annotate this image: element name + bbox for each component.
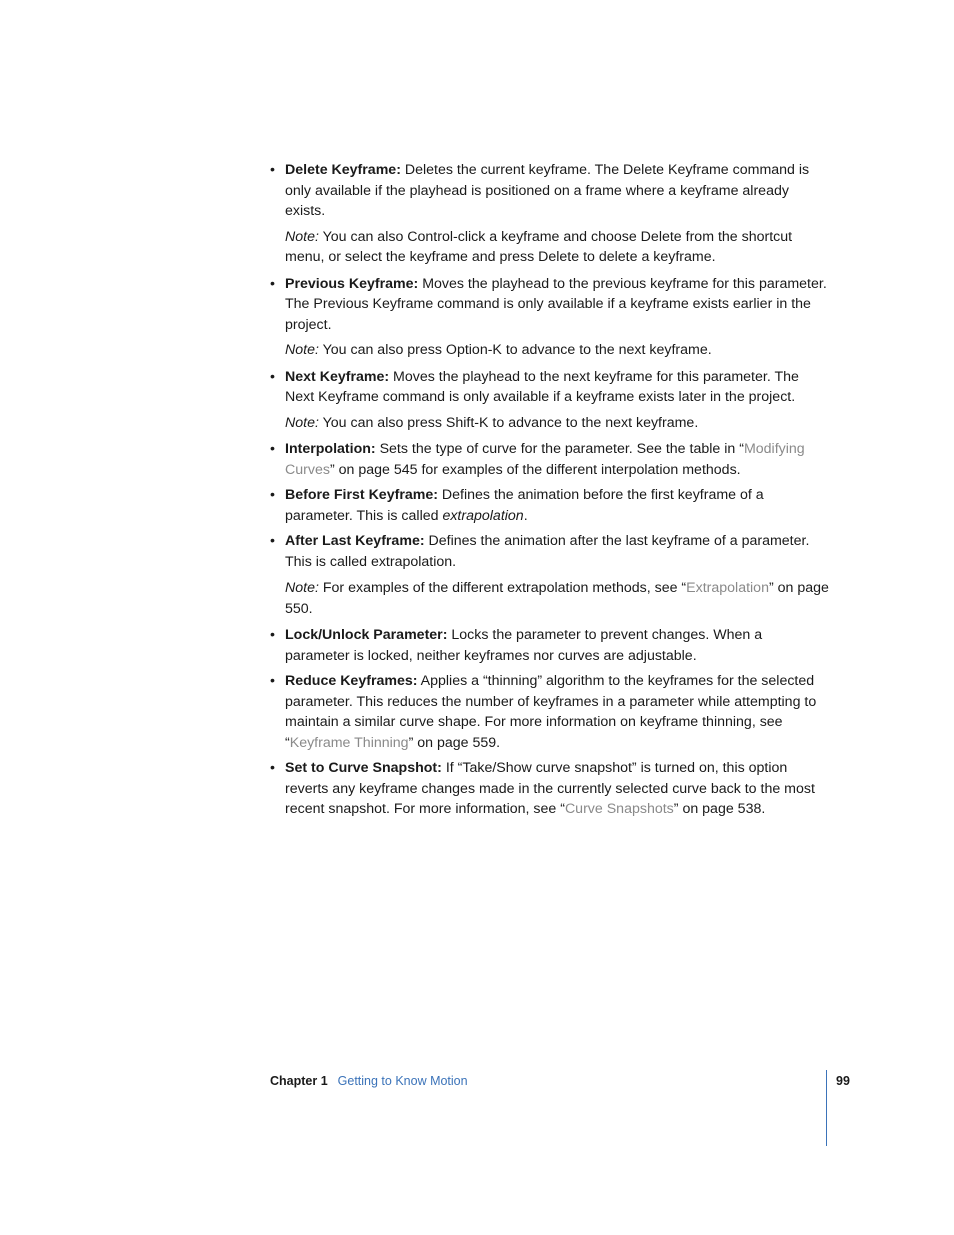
description: Applies a “thinning” algorithm to the keyframes for the selected parameter. This reduces the number of keyframes in a parameter while attempting to maintain a similar curve shape. For more information on keyframe thinning, see “ (285, 673, 817, 751)
term-set-to-curve-snapshot: Set to Curve Snapshot: (285, 760, 442, 776)
note-text: You can also press Shift-K to advance to the next keyframe. (318, 414, 699, 431)
note-label: Note: (285, 342, 319, 358)
term-before-first-keyframe: Before First Keyframe: (285, 487, 438, 503)
note-next-keyframe (270, 413, 830, 434)
list-item-interpolation (270, 439, 830, 480)
note-text: You can also press Option-K to advance to the next keyframe. (318, 342, 712, 358)
link-modifying-curves[interactable]: Modifying Curves (285, 441, 805, 478)
list-item-set-to-curve-snapshot (270, 758, 830, 820)
bullet: • (270, 162, 275, 178)
footer-divider (826, 1070, 827, 1146)
page-number: 99 (836, 1074, 850, 1088)
note-after-last-keyframe (270, 578, 830, 619)
bullet: • (270, 368, 275, 385)
bullet: • (270, 275, 275, 292)
bullet: • (270, 627, 275, 643)
description-end: . (523, 507, 528, 524)
description-end: ” on page 538. (673, 801, 766, 817)
bullet: • (270, 487, 275, 503)
note-text-end: ” on page 550. (285, 580, 829, 617)
note-previous-keyframe (270, 340, 830, 361)
emphasis-extrapolation: extrapolation (442, 507, 524, 524)
description: Defines the animation after the last keyframe of a parameter. This is called extrapolation. (285, 533, 810, 570)
description: Deletes the current keyframe. The Delete Keyframe command is only available if the playhead is positioned on a frame where a keyframe already exists. (285, 162, 810, 219)
description: Defines the animation before the first keyframe of a parameter. This is called (285, 487, 764, 524)
note-label: Note: (285, 414, 319, 431)
list-item-after-last-keyframe (270, 531, 830, 572)
note-label: Note: (285, 580, 319, 596)
list-item-previous-keyframe (270, 274, 830, 336)
term-reduce-keyframes: Reduce Keyframes: (285, 673, 418, 689)
description: Moves the playhead to the next keyframe for this parameter. The Next Keyframe command is only available if a keyframe exists later in the project. (285, 368, 799, 405)
link-keyframe-thinning[interactable]: Keyframe Thinning (289, 734, 409, 751)
chapter-title-link[interactable]: Getting to Know Motion (337, 1074, 468, 1088)
term-previous-keyframe: Previous Keyframe: (285, 275, 419, 292)
list-item-delete-keyframe (270, 160, 830, 222)
term-after-last-keyframe: After Last Keyframe: (285, 533, 425, 549)
note-delete-keyframe (270, 227, 830, 268)
page-footer (270, 1073, 468, 1089)
description: Locks the parameter to prevent changes. When a parameter is locked, neither keyframes nor curves are adjustable. (285, 627, 763, 664)
bullet: • (270, 760, 275, 776)
bullet: • (270, 673, 275, 689)
list-item-before-first-keyframe (270, 485, 830, 526)
bullet: • (270, 533, 275, 549)
note-label: Note: (285, 228, 319, 245)
link-curve-snapshots[interactable]: Curve Snapshots (564, 801, 674, 817)
term-lock-unlock-parameter: Lock/Unlock Parameter: (285, 627, 448, 643)
bullet: • (270, 441, 275, 457)
description: Moves the playhead to the previous keyframe for this parameter. The Previous Keyframe command is only available if a keyframe exists earlier in the project. (285, 275, 827, 333)
note-text: You can also Control-click a keyframe and choose Delete from the shortcut menu, or select the keyframe and press Delete to delete a keyframe. (285, 228, 793, 265)
link-extrapolation[interactable]: Extrapolation (686, 580, 769, 596)
list-item-next-keyframe (270, 367, 830, 408)
list-item-lock-unlock-parameter (270, 625, 830, 666)
term-interpolation: Interpolation: (285, 441, 376, 457)
term-next-keyframe: Next Keyframe: (285, 368, 390, 385)
description-end: ” on page 545 for examples of the different interpolation methods. (329, 461, 741, 478)
list-item-reduce-keyframes (270, 671, 830, 753)
term-delete-keyframe: Delete Keyframe: (285, 162, 401, 178)
description: If “Take/Show curve snapshot” is turned on, this option reverts any keyframe changes made in the currently selected curve back to the most recent snapshot. For more information, see “ (285, 760, 815, 817)
description: Sets the type of curve for the parameter. See the table in “ (375, 441, 744, 457)
note-text: For examples of the different extrapolation methods, see “ (318, 580, 687, 596)
document-body (270, 160, 830, 825)
chapter-label: Chapter 1 (270, 1074, 328, 1088)
description-end: ” on page 559. (408, 734, 501, 751)
